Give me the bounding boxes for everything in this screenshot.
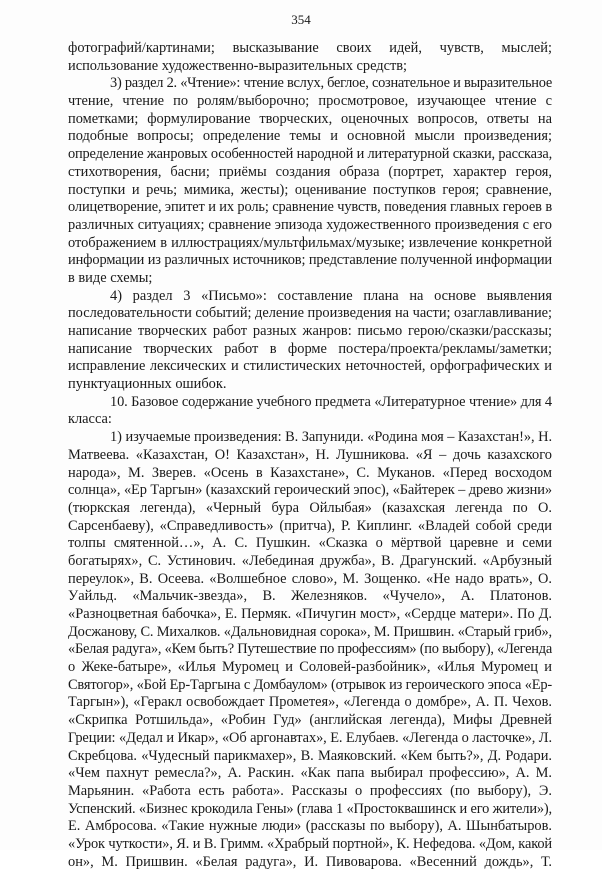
text-line: «Скрипка Ротшильда», «Робин Гуд» (английская легенда), Мифы Древней — [68, 712, 552, 729]
text-line: 10. Базовое содержание учебного предмета «Литературное чтение» для 4 — [110, 393, 553, 410]
document-body — [68, 40, 552, 871]
text-line: толпы смятенной…», А. С. Пушкин. «Сказка о мёртвой царевне и семи — [68, 535, 552, 552]
text-line: класса: — [68, 411, 112, 428]
text-line: пунктуационных ошибок. — [68, 376, 227, 393]
text-line: 3) раздел 2. «Чтение»: чтение вслух, беглое, сознательное и выразительное — [110, 75, 552, 92]
text-line: последовательности событий; деление произведения на части; озаглавливание; — [68, 305, 552, 322]
page-number: 354 — [291, 12, 311, 27]
text-line: Греции: «Дедал и Икар», «Об аргонавтах», Е. Елубаев. «Легенда о ласточке», Л. — [68, 729, 552, 746]
text-line: Матвеева. «Казахстан, О! Казахстан», Н. Лушникова. «Я – дочь казахского — [68, 446, 552, 463]
text-line: переулок», В. Осеева. «Волшебное слово», М. Зощенко. «Не надо врать», О. — [68, 570, 552, 587]
text-line: богатырях», С. Устинович. «Лебединая дружба», В. Драгунский. «Арбузный — [68, 552, 552, 569]
text-line: олицетворение, эпитет и их роль; сравнение чувств, поведения главных героев в — [68, 199, 552, 216]
text-line: Сарсенбаеву), «Справедливость» (притча), Р. Киплинг. «Владей собой среди — [68, 517, 552, 534]
text-line: Таргын»), «Геракл освобождает Прометея», «Легенда о домбре», А. П. Чехов. — [68, 694, 552, 711]
text-line: отображением в иллюстрациях/мультфильмах/музыке; извлечение конкретной — [68, 234, 552, 251]
text-line: 4) раздел 3 «Письмо»: составление плана на основе выявления — [110, 287, 552, 304]
text-line: использование художественно-выразительных средств; — [68, 57, 408, 74]
text-line: чтение, чтение по ролям/выборочно; просмотровое, изучающее чтение с — [68, 93, 552, 110]
text-line: подобные вопросы; определение темы и основной мысли произведения; — [68, 128, 552, 145]
text-line: «Чем пахнут ремесла?», А. Раскин. «Как папа выбирал профессию», А. М. — [68, 765, 552, 782]
text-line: он», М. Пришвин. «Белая радуга», И. Пивоварова. «Весенний дождь», Т. — [68, 853, 552, 870]
text-line: в виде схемы; — [68, 269, 153, 286]
text-line: о Жеке-батыре», «Илья Муромец и Соловей-разбойник», «Илья Муромец и — [68, 659, 552, 676]
text-line: исправление лексических и стилистических неточностей, орфографических и — [68, 358, 552, 375]
text-line: «Урок чуткости», Я. и В. Гримм. «Храбрый портной», К. Нефедова. «Дом, какой — [68, 835, 552, 852]
text-line: различных ситуациях; сравнение эпизода художественного произведения с его — [68, 216, 552, 233]
text-line: стихотворения, басни; приёмы создания образа (портрет, характер героя, — [68, 163, 552, 180]
text-line: солнца», «Ер Таргын» (казахский героический эпос), «Байтерек – древо жизни» — [68, 482, 552, 499]
text-line: Святогор», «Бой Ер-Таргына с Домбаулом» (отрывок из героического эпоса «Ер- — [68, 676, 552, 693]
text-line: (тюркская легенда), «Черный бура Ойлыбая» (казахская легенда по О. — [68, 499, 552, 516]
text-line: 1) изучаемые произведения: В. Запуниди. «Родина моя – Казахстан!», Н. — [110, 429, 552, 446]
text-line: пометками; формулирование творческих, оценочных вопросов, ответы на — [68, 110, 552, 127]
text-line: написание творческих работ в форме постера/проекта/рекламы/заметки; — [68, 340, 552, 357]
text-line: определение жанровых особенностей народной и литературной сказки, рассказа, — [68, 146, 552, 163]
text-line: «Белая радуга», «Кем быть? Путешествие по профессиям» (по выбору), «Легенда — [68, 641, 552, 658]
text-line: написание творческих работ разных жанров: письмо герою/сказки/рассказы; — [68, 323, 552, 339]
text-line: информации из различных источников; представление полученной информации — [68, 252, 552, 269]
text-line: Уайльд. «Мальчик-звезда», В. Железняков. «Чучело», А. Платонов. — [68, 588, 552, 605]
text-line: народа», М. Зверев. «Осень в Казахстане», С. Муканов. «Перед восходом — [68, 464, 552, 481]
text-line: Успенский. «Бизнес крокодила Гены» (глава 1 «Простоквашинск и его жители»), — [68, 800, 552, 817]
text-line: фотографий/картинами; высказывание своих идей, чувств, мыслей; — [68, 40, 552, 56]
text-line: «Разноцветная бабочка», Е. Пермяк. «Пичугин мост», «Сердце матери». По Д. — [68, 606, 552, 622]
text-line: Марьянин. «Работа есть работа». Рассказы о профессиях (по выбору), Э. — [68, 782, 552, 799]
text-line: Е. Амбросова. «Такие нужные люди» (рассказы по выбору), А. Шынбатыров. — [68, 818, 552, 835]
text-line: Досжанову, С. Михалков. «Дальновидная сорока», М. Пришвин. «Старый гриб», — [68, 623, 552, 640]
text-line: поступки и речь; мимика, жесты); оценивание поступков героя; сравнение, — [68, 181, 552, 198]
text-line: Скребцова. «Чудесный парикмахер», В. Маяковский. «Кем быть?», Д. Родари. — [68, 747, 552, 764]
